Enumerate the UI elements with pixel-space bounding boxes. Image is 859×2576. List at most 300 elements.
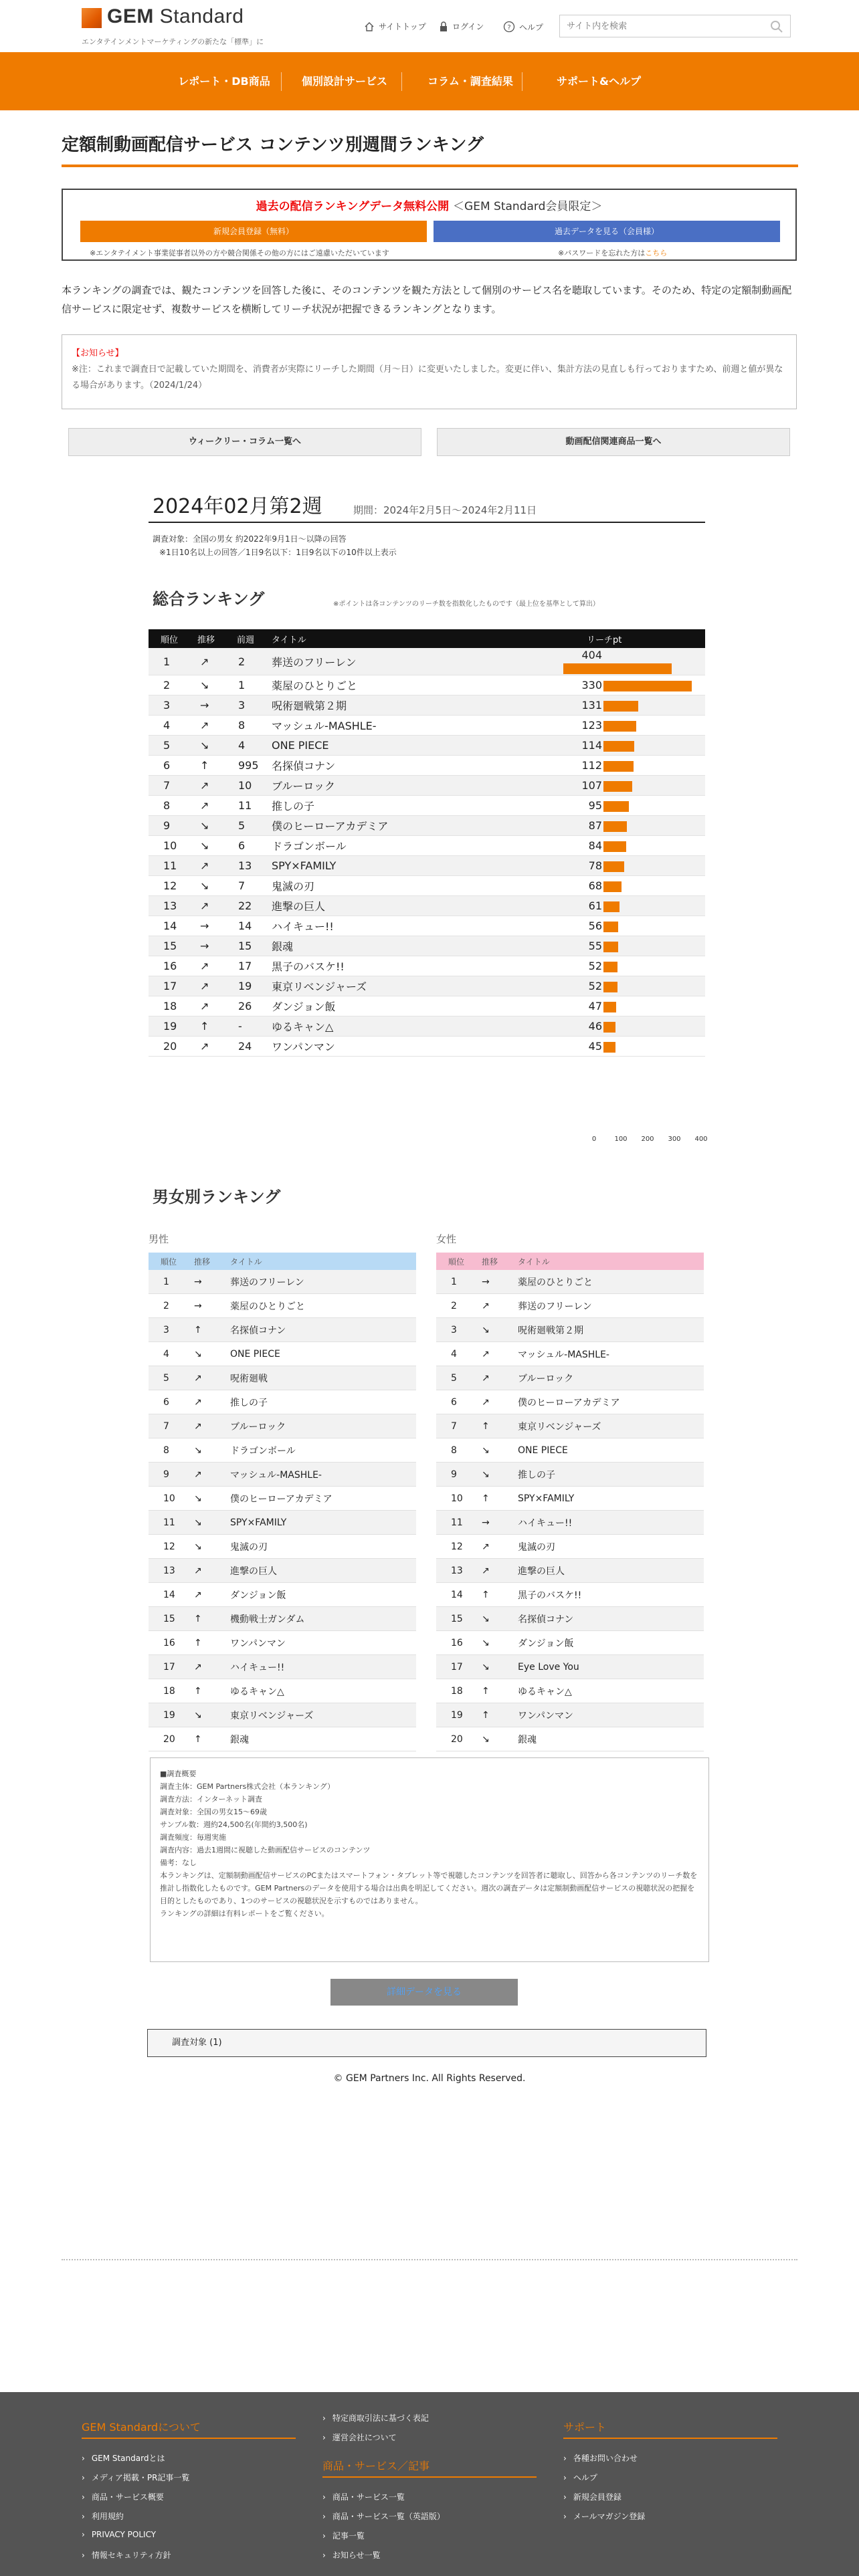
table-row	[149, 1703, 416, 1727]
title-cell: 薬屋のひとりごと	[229, 1294, 416, 1318]
promo-title	[63, 197, 795, 213]
table-row	[149, 916, 705, 936]
title-cell: 進撃の巨人	[229, 1559, 416, 1583]
table-row	[436, 1511, 704, 1535]
title-cell: 銀魂	[271, 936, 563, 956]
title-cell: Eye Love You	[517, 1655, 704, 1679]
prev-rank-cell: 15	[235, 936, 271, 956]
trend-cell: ↑	[481, 1487, 517, 1511]
axis-tick-label: 0	[591, 1136, 597, 1143]
survey-info	[153, 532, 397, 559]
promo-title-highlight: 過去の配信ランキングデータ無料公開	[256, 200, 450, 213]
trend-cell: ↘	[193, 1511, 229, 1535]
trend-cell: ↑	[481, 1703, 517, 1727]
reach-bar	[603, 1042, 615, 1053]
nav-custom-service[interactable]: 個別設計サービス	[301, 75, 387, 88]
trend-cell: ↗	[196, 648, 235, 675]
title-underline	[62, 165, 798, 167]
trend-cell: ↑	[193, 1727, 229, 1751]
title-cell: 銀魂	[517, 1727, 704, 1751]
footer-support-title: サポート	[563, 2421, 607, 2434]
title-cell: ダンジョン飯	[229, 1583, 416, 1607]
rank-cell: 10	[149, 1487, 193, 1511]
rank-cell: 9	[149, 1463, 193, 1487]
week-divider	[149, 522, 705, 523]
rank-cell: 3	[436, 1318, 481, 1342]
lock-icon	[439, 21, 448, 32]
nav-support[interactable]: サポート&ヘルプ	[557, 75, 641, 88]
title-cell: 進撃の巨人	[517, 1559, 704, 1583]
table-row	[149, 756, 705, 776]
title-cell: ハイキュー!!	[517, 1511, 704, 1535]
col-trend: 推移	[193, 1253, 229, 1270]
rank-cell: 1	[436, 1270, 481, 1294]
reach-cell	[563, 1016, 705, 1037]
header-link-help[interactable]	[503, 21, 543, 33]
title-cell: ワンパンマン	[271, 1037, 563, 1057]
title-cell: 僕のヒーローアカデミア	[229, 1487, 416, 1511]
rank-cell: 8	[436, 1438, 481, 1463]
title-cell: 鬼滅の刃	[271, 876, 563, 896]
table-row	[436, 1270, 704, 1294]
reach-cell	[563, 675, 705, 695]
title-cell: ドラゴンボール	[229, 1438, 416, 1463]
trend-cell: ↗	[196, 716, 235, 736]
female-ranking-table	[436, 1253, 704, 1751]
trend-cell: ↗	[193, 1366, 229, 1390]
col-prev: 前週	[235, 629, 271, 648]
reach-cell	[563, 916, 705, 936]
col-rank: 順位	[149, 629, 196, 648]
title-cell: ONE PIECE	[517, 1438, 704, 1463]
footer-link[interactable]: › PRIVACY POLICY	[82, 2530, 156, 2539]
header-link-top[interactable]	[364, 21, 426, 32]
title-cell: SPY×FAMILY	[271, 856, 563, 876]
reach-cell	[563, 776, 705, 796]
rank-cell: 2	[149, 675, 196, 695]
total-ranking-title: 総合ランキング	[153, 590, 265, 609]
rank-cell: 7	[149, 776, 196, 796]
reach-value: 46	[588, 1020, 602, 1033]
title-cell: ダンジョン飯	[517, 1631, 704, 1655]
prev-rank-cell: 24	[235, 1037, 271, 1057]
table-row	[436, 1679, 704, 1703]
female-ranking-body	[436, 1270, 704, 1751]
title-cell: 名探偵コナン	[229, 1318, 416, 1342]
footer-link[interactable]: › お知らせ一覧	[322, 2549, 380, 2561]
rank-cell: 7	[436, 1414, 481, 1438]
gender-ranking-title: 男女別ランキング	[153, 1188, 281, 1206]
rank-cell: 4	[149, 716, 196, 736]
prev-rank-cell: 22	[235, 896, 271, 916]
trend-cell: →	[193, 1294, 229, 1318]
footer-link[interactable]: › 運営会社について	[322, 2432, 397, 2443]
title-cell: 東京リベンジャーズ	[229, 1703, 416, 1727]
overview-line: 調査内容：過去1週間に視聴した動画配信サービスのコンテンツ	[160, 1846, 371, 1854]
rank-cell: 8	[149, 1438, 193, 1463]
promo-note: ※エンタテイメント事業従事者以外の方や競合関係その他の方にはご遠慮いただいています	[90, 249, 389, 257]
reach-bar	[603, 721, 636, 732]
register-button[interactable]: 新規会員登録（無料）	[80, 221, 427, 242]
password-reset-link[interactable]: こちら	[645, 249, 668, 257]
title-cell: 名探偵コナン	[517, 1607, 704, 1631]
table-row	[149, 1727, 416, 1751]
rank-cell: 6	[149, 756, 196, 776]
reach-cell	[563, 996, 705, 1016]
table-row	[149, 896, 705, 916]
table-row	[149, 936, 705, 956]
reach-bar	[603, 741, 634, 752]
trend-cell: ↑	[193, 1679, 229, 1703]
table-row	[436, 1318, 704, 1342]
trend-cell: ↗	[196, 1037, 235, 1057]
trend-cell: ↗	[193, 1414, 229, 1438]
reach-value: 112	[581, 759, 602, 772]
axis-tick-label: 300	[668, 1136, 681, 1143]
trend-cell: ↑	[481, 1679, 517, 1703]
title-cell: 名探偵コナン	[271, 756, 563, 776]
rank-cell: 14	[149, 916, 196, 936]
reach-value: 56	[588, 920, 602, 932]
password-note	[558, 247, 667, 258]
trend-cell: ↘	[196, 736, 235, 756]
reach-axis	[591, 1136, 708, 1145]
trend-cell: ↗	[481, 1294, 517, 1318]
rank-cell: 2	[436, 1294, 481, 1318]
rank-cell: 16	[149, 1631, 193, 1655]
rank-cell: 15	[436, 1607, 481, 1631]
col-rank: 順位	[436, 1253, 481, 1270]
reach-value: 107	[581, 779, 602, 792]
title-cell: SPY×FAMILY	[229, 1511, 416, 1535]
title-cell: 葬送のフリーレン	[271, 648, 563, 675]
prev-rank-cell: 4	[235, 736, 271, 756]
overview-line: 調査頻度：毎週実施	[160, 1833, 226, 1842]
rank-cell: 15	[149, 936, 196, 956]
reach-cell	[563, 876, 705, 896]
rank-cell: 7	[149, 1414, 193, 1438]
reach-cell	[563, 956, 705, 976]
rank-cell: 19	[149, 1016, 196, 1037]
footer-rule	[563, 2438, 777, 2439]
rank-cell: 2	[149, 1294, 193, 1318]
rank-cell: 19	[149, 1703, 193, 1727]
axis-tick-label: 200	[641, 1136, 654, 1143]
reach-value: 404	[581, 649, 602, 661]
table-row	[149, 776, 705, 796]
table-row	[149, 1511, 416, 1535]
reach-bar	[603, 821, 627, 832]
reach-value: 84	[588, 839, 602, 852]
prev-rank-cell: 3	[235, 695, 271, 716]
survey-info-line: ※1日10名以上の回答／1日9名以下：1日9名以下の10件以上表示	[159, 548, 397, 557]
trend-cell: ↗	[196, 776, 235, 796]
title-cell: ドラゴンボール	[271, 836, 563, 856]
weekly-column-button[interactable]: ウィークリー・コラム一覧へ	[68, 428, 421, 456]
title-cell: ゆるキャン△	[271, 1016, 563, 1037]
trend-cell: →	[196, 936, 235, 956]
title-cell: ゆるキャン△	[517, 1679, 704, 1703]
rank-cell: 5	[436, 1366, 481, 1390]
reach-value: 45	[588, 1040, 602, 1053]
trend-cell: ↘	[481, 1727, 517, 1751]
nav-reports[interactable]: レポート・DB商品	[178, 75, 270, 88]
nav-column[interactable]: コラム・調査結果	[427, 75, 513, 88]
reach-cell	[563, 936, 705, 956]
trend-cell: ↗	[196, 956, 235, 976]
table-header-row	[149, 1253, 416, 1270]
table-row	[436, 1390, 704, 1414]
table-row	[149, 1414, 416, 1438]
trend-cell: ↗	[481, 1559, 517, 1583]
total-ranking-body	[149, 648, 705, 1057]
overview-line: 調査主体：GEM Partners株式会社（本ランキング）	[160, 1782, 335, 1791]
trend-cell: ↗	[196, 796, 235, 816]
reach-bar	[563, 663, 672, 674]
rank-cell: 20	[149, 1037, 196, 1057]
table-row	[149, 976, 705, 996]
prev-rank-cell: 8	[235, 716, 271, 736]
title-cell: 葬送のフリーレン	[517, 1294, 704, 1318]
week-period: 期間：2024年2月5日〜2024年2月11日	[353, 504, 537, 516]
trend-cell: ↑	[196, 1016, 235, 1037]
prev-rank-cell: 10	[235, 776, 271, 796]
col-title: タイトル	[517, 1253, 704, 1270]
header-link-login[interactable]	[439, 21, 484, 32]
table-row	[149, 716, 705, 736]
footer-link[interactable]: › GEM Standardとは	[82, 2452, 165, 2464]
copyright: © GEM Partners Inc. All Rights Reserved.	[333, 2073, 526, 2084]
table-row	[149, 1463, 416, 1487]
table-row	[436, 1655, 704, 1679]
rank-cell: 11	[436, 1511, 481, 1535]
footer-link[interactable]: › 商品・サービス概要	[82, 2491, 164, 2502]
trend-cell: →	[196, 695, 235, 716]
svg-text:?: ?	[507, 24, 511, 31]
site-logo[interactable]	[107, 5, 244, 28]
trend-cell: ↘	[481, 1463, 517, 1487]
search-input[interactable]	[560, 15, 769, 37]
title-cell: 東京リベンジャーズ	[517, 1414, 704, 1438]
reach-value: 87	[588, 819, 602, 832]
table-row	[149, 1438, 416, 1463]
reach-cell	[563, 648, 705, 675]
table-row	[149, 1270, 416, 1294]
table-row	[149, 1583, 416, 1607]
title-cell: マッシュル-MASHLE-	[229, 1463, 416, 1487]
reach-bar	[603, 881, 622, 892]
survey-info-line: 調査対象：全国の男女 約2022年9月1日〜以降の回答	[153, 534, 347, 544]
reach-value: 114	[581, 739, 602, 752]
col-title: タイトル	[229, 1253, 416, 1270]
trend-cell: ↗	[193, 1463, 229, 1487]
footer-link[interactable]: › 特定商取引法に基づく表記	[322, 2412, 429, 2424]
trend-cell: ↗	[481, 1390, 517, 1414]
trend-cell: ↑	[193, 1318, 229, 1342]
title-cell: ワンパンマン	[517, 1703, 704, 1727]
trend-cell: ↘	[196, 876, 235, 896]
table-row	[149, 1607, 416, 1631]
title-cell: 黒子のバスケ!!	[271, 956, 563, 976]
trend-cell: ↑	[193, 1607, 229, 1631]
trend-cell: ↗	[193, 1655, 229, 1679]
trend-cell: ↗	[193, 1390, 229, 1414]
table-row	[149, 1390, 416, 1414]
footer-link[interactable]: › 情報セキュリティ方針	[82, 2549, 171, 2561]
table-row	[149, 996, 705, 1016]
table-header-row	[436, 1253, 704, 1270]
title-cell: ハイキュー!!	[271, 916, 563, 936]
site-search[interactable]	[559, 15, 791, 37]
trend-cell: ↘	[193, 1535, 229, 1559]
footer-link[interactable]: › 利用規約	[82, 2510, 124, 2522]
rank-cell: 20	[436, 1727, 481, 1751]
table-row	[149, 1535, 416, 1559]
trend-cell: ↘	[481, 1318, 517, 1342]
title-cell: ブルーロック	[271, 776, 563, 796]
footer-link[interactable]: › 各種お問い合わせ	[563, 2452, 638, 2464]
overview-line: 調査対象：全国の男女15〜69歳	[160, 1808, 267, 1816]
table-row	[149, 856, 705, 876]
col-reach-pt	[563, 629, 705, 648]
table-row	[149, 1487, 416, 1511]
trend-cell: ↘	[481, 1438, 517, 1463]
prev-rank-cell: 14	[235, 916, 271, 936]
table-row	[149, 1655, 416, 1679]
footer-rule	[322, 2476, 537, 2478]
site-footer	[0, 2392, 859, 2576]
reach-value: 68	[588, 879, 602, 892]
dotted-divider	[62, 2259, 797, 2260]
logo-rest: Standard	[153, 5, 244, 27]
overview-line: 備考：なし	[160, 1858, 197, 1867]
prev-rank-cell: 5	[235, 816, 271, 836]
reach-cell	[563, 695, 705, 716]
reach-bar	[603, 901, 619, 912]
trend-cell: ↘	[196, 816, 235, 836]
trend-cell: ↘	[193, 1487, 229, 1511]
col-title: タイトル	[271, 629, 563, 648]
reach-bar	[603, 801, 629, 812]
footer-link[interactable]: › 商品・サービス一覧	[322, 2491, 405, 2502]
title-cell: 推しの子	[271, 796, 563, 816]
related-products-button[interactable]: 動画配信関連商品一覧へ	[437, 428, 790, 456]
reach-bar	[603, 922, 618, 932]
prev-rank-cell: 7	[235, 876, 271, 896]
overview-line: ■調査概要	[160, 1769, 197, 1778]
trend-cell: ↗	[196, 976, 235, 996]
rank-cell: 14	[436, 1583, 481, 1607]
footer-rule	[82, 2438, 296, 2439]
trend-cell: ↘	[481, 1631, 517, 1655]
col-rank: 順位	[149, 1253, 193, 1270]
rank-cell: 5	[149, 736, 196, 756]
table-row	[149, 1342, 416, 1366]
col-reach-pt-label: リーチpt	[587, 635, 622, 645]
rank-cell: 5	[149, 1366, 193, 1390]
rank-cell: 12	[436, 1535, 481, 1559]
trend-cell: →	[481, 1270, 517, 1294]
collapsible-section[interactable]: 調査対象 (1)	[147, 2029, 706, 2057]
reach-bar	[603, 942, 618, 952]
title-cell: ゆるキャン△	[229, 1679, 416, 1703]
footer-link[interactable]: › 新規会員登録	[563, 2491, 622, 2502]
title-cell: マッシュル-MASHLE-	[517, 1342, 704, 1366]
rank-cell: 4	[436, 1342, 481, 1366]
table-row	[149, 956, 705, 976]
footer-link[interactable]: › メールマガジン登録	[563, 2510, 645, 2522]
trend-cell: ↗	[196, 996, 235, 1016]
reach-value: 47	[588, 1000, 602, 1012]
footer-link[interactable]: › ヘルプ	[563, 2472, 597, 2483]
trend-cell: ↘	[196, 675, 235, 695]
male-ranking-body	[149, 1270, 416, 1751]
table-row	[149, 1016, 705, 1037]
reach-value: 78	[588, 859, 602, 872]
rank-cell: 9	[436, 1463, 481, 1487]
reach-cell	[563, 756, 705, 776]
rank-cell: 12	[149, 876, 196, 896]
header-link-top-label: サイトトップ	[379, 22, 426, 31]
trend-cell: ↘	[481, 1655, 517, 1679]
rank-cell: 1	[149, 648, 196, 675]
intro-text: 本ランキングの調査では、観たコンテンツを回答した後に、そのコンテンツを観た方法として個別のサービス名を聴取しています。そのため、特定の定額制動画配信サービスに限定せず、複数サービスを横断してリーチ状況が把握できるランキングとなります。	[62, 284, 792, 315]
detail-data-button[interactable]: 詳細データを見る	[330, 1979, 518, 2006]
rank-cell: 16	[149, 956, 196, 976]
prev-rank-cell: -	[235, 1016, 271, 1037]
notice-box	[62, 334, 797, 409]
table-row	[149, 675, 705, 695]
overview-line: ランキングの詳細は有料レポートをご覧ください。	[160, 1909, 329, 1918]
logo-mark[interactable]	[82, 8, 102, 28]
reach-cell	[563, 976, 705, 996]
rank-cell: 20	[149, 1727, 193, 1751]
trend-cell: ↑	[481, 1583, 517, 1607]
view-past-data-button[interactable]: 過去データを見る（会員様）	[434, 221, 780, 242]
table-row	[149, 695, 705, 716]
rank-cell: 3	[149, 695, 196, 716]
rank-cell: 18	[436, 1679, 481, 1703]
reach-value: 52	[588, 960, 602, 972]
rank-cell: 8	[149, 796, 196, 816]
title-cell: マッシュル-MASHLE-	[271, 716, 563, 736]
table-row	[436, 1535, 704, 1559]
overview-line: サンプル数：週約24,500名(年間約3,500名)	[160, 1820, 308, 1829]
footer-link[interactable]: › 記事一覧	[322, 2530, 365, 2541]
reach-cell	[563, 816, 705, 836]
trend-cell: →	[481, 1511, 517, 1535]
rank-cell: 19	[436, 1703, 481, 1727]
prev-rank-cell: 6	[235, 836, 271, 856]
footer-link[interactable]: › 商品・サービス一覧（英語版）	[322, 2510, 445, 2522]
archive-promo-box	[62, 189, 797, 261]
reach-cell	[563, 736, 705, 756]
title-cell: ONE PIECE	[271, 736, 563, 756]
promo-title-members: ＜GEM Standard会員限定＞	[453, 200, 603, 213]
table-row	[436, 1607, 704, 1631]
overview-line: 本ランキングは、定額制動画配信サービスのPCまたはスマートフォン・タブレット等で視聴したコンテンツを回答者に聴取し、回答から各コンテンツのリーチ数を推計し指数化したものです。GEM Partnersのデータを使用する場合は出典を明記してください。週次の調査データは定額制動画配信サービスの視聴状況の把握を目的としたものであり、1つのサービスの視聴状況を示すものではありません。	[160, 1871, 698, 1905]
reach-cell	[563, 856, 705, 876]
footer-link[interactable]: › メディア掲載・PR記事一覧	[82, 2472, 189, 2483]
search-icon[interactable]	[770, 20, 783, 33]
reach-value: 131	[581, 699, 602, 712]
trend-cell: ↗	[196, 896, 235, 916]
reach-bar	[603, 982, 617, 992]
table-row	[149, 1366, 416, 1390]
trend-cell: ↑	[481, 1414, 517, 1438]
rank-cell: 10	[436, 1487, 481, 1511]
title-cell: SPY×FAMILY	[517, 1487, 704, 1511]
